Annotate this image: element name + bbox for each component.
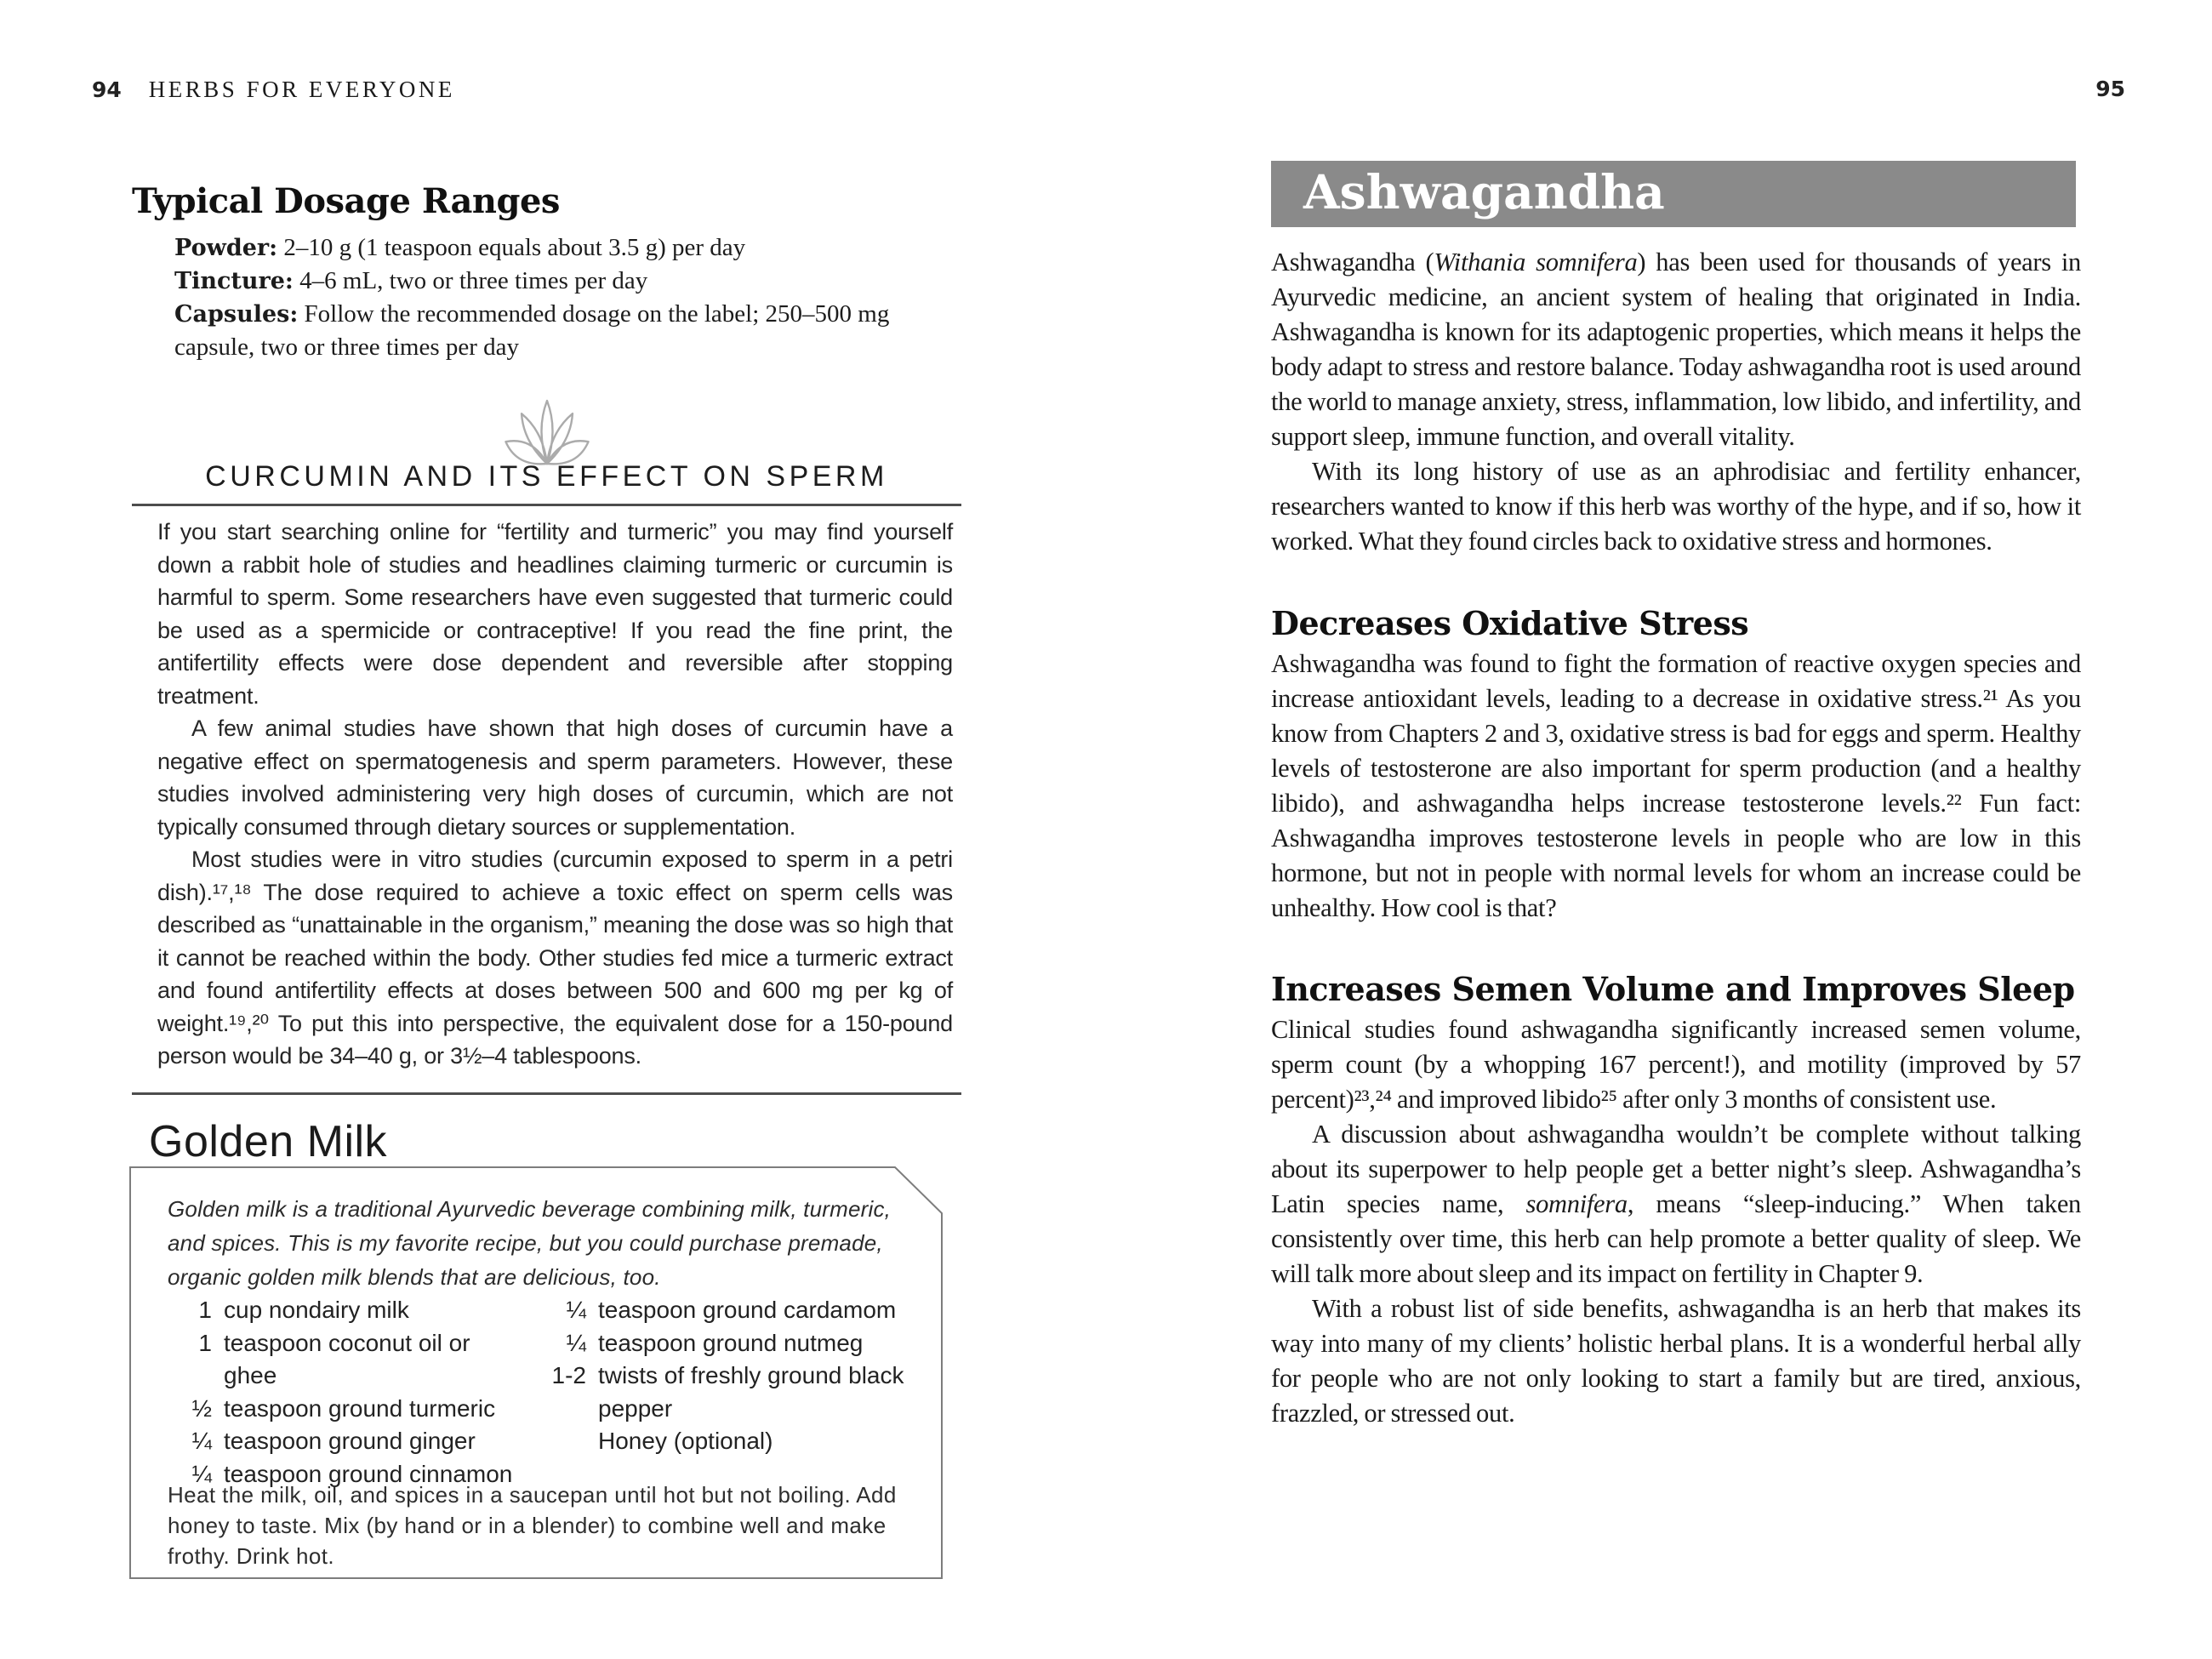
chapter-banner	[1271, 161, 2076, 227]
section-heading-semen-sleep: Increases Semen Volume and Improves Sleep	[1271, 970, 2075, 1008]
section-semen-sleep-body	[1271, 1012, 2081, 1431]
dosage-heading: Typical Dosage Ranges	[132, 181, 560, 221]
recipe-ingredients	[168, 1294, 916, 1491]
sidebar-heading: CURCUMIN AND ITS EFFECT ON SPERM	[205, 460, 888, 493]
recipe-instructions: Heat the milk, oil, and spices in a saucepan until hot but not boiling. Add honey to taste. Mix (by hand or in a blender) to combine well and make frothy. Drink hot.	[168, 1482, 897, 1569]
section-paragraph	[1271, 1117, 2081, 1291]
sidebar-bottom-rule	[132, 1092, 961, 1095]
paragraph-text: A discussion about ashwagandha wouldn’t be complete without talking about its superpower to help people get a better night’s sleep. Ashwagandha’s Latin species name,	[1271, 1120, 2081, 1218]
ingredient-qty: ¼	[191, 1428, 212, 1454]
ingredient-row	[542, 1425, 916, 1458]
ingredient-item: teaspoon ground cinnamon	[224, 1460, 513, 1487]
ingredient-row	[542, 1360, 916, 1425]
left-running-header	[92, 77, 455, 103]
recipe-intro: Golden milk is a traditional Ayurvedic beverage combining milk, turmeric, and spices. This is my favorite recipe, but you could purchase premade, organic golden milk blends that are delicious, too.	[168, 1196, 892, 1290]
sidebar-top-rule	[132, 504, 961, 506]
right-page-number: 95	[2095, 77, 2125, 101]
sidebar-paragraph: A few animal studies have shown that high doses of curcumin have a negative effect on spermatogenesis and sperm parameters. However, these studies involved administering very high doses of curcumin, which are not typically consumed through dietary sources or supplementation.	[157, 715, 953, 840]
dosage-text: 2–10 g (1 teaspoon equals about 3.5 g) per day	[283, 234, 746, 261]
ingredient-item: cup nondairy milk	[224, 1297, 409, 1323]
ingredient-qty	[542, 1425, 586, 1458]
section-paragraph: Ashwagandha was found to fight the formation of reactive oxygen species and increase antioxidant levels, leading to a decrease in oxidative stress.²¹ As you know from Chapters 2 and 3, oxidative stress is bad for eggs and sperm. Healthy levels of testosterone are also important for sperm production (and a healthy libido), and ashwagandha helps increase testosterone levels.²² Fun fact: Ashwagandha improves testosterone levels in people who are low in this hormone, but not in people with normal levels for whom an increase could be unhealthy. How cool is that?	[1271, 649, 2081, 922]
ingredient-row	[168, 1425, 525, 1458]
ingredient-qty: ¼	[191, 1460, 212, 1487]
ingredient-row	[168, 1393, 525, 1426]
paragraph-text: Ashwagandha (	[1271, 248, 1434, 276]
latin-name: somnifera	[1525, 1189, 1628, 1218]
lotus-icon	[492, 381, 602, 466]
ingredient-item: teaspoon ground turmeric	[224, 1394, 496, 1422]
section-oxidative-stress-body	[1271, 647, 2081, 926]
sidebar-paragraph: Most studies were in vitro studies (curcumin exposed to sperm in a petri dish).¹⁷,¹⁸ The dose required to achieve a toxic effect on sperm cells was described as “unattainable in the organism,” meaning the dose was so high that it cannot be reached within the body. Other studies fed mice a turmeric extract and found antifertility effects at doses between 500 and 600 mg per kg of weight.¹⁹,²⁰ To put this into perspective, the equivalent dose for a 150-pound person would be 34–40 g, or 3½–4 tablespoons.	[157, 847, 953, 1069]
ingredient-row	[542, 1327, 916, 1360]
paragraph-text: ) has been used for thousands of years in Ayurvedic medicine, an ancient system of healing that originated in India. Ashwagandha is known for its adaptogenic properties, which means it helps the body adapt to stress and restore balance. Today ashwagandha root is used around the world to manage anxiety, stress, inflammation, low libido, and infertility, and support sleep, immune function, and overall vitality.	[1271, 248, 2081, 451]
ingredient-item: teaspoon ground cardamom	[598, 1297, 897, 1323]
ingredient-qty: 1-2	[551, 1362, 586, 1388]
ingredient-row	[168, 1327, 525, 1393]
sidebar-body	[157, 516, 953, 1073]
dosage-item-capsules	[174, 298, 961, 364]
dosage-label: Tincture:	[174, 268, 294, 294]
section-heading-oxidative-stress: Decreases Oxidative Stress	[1271, 604, 1749, 642]
chapter-title: Ashwagandha	[1303, 163, 1665, 219]
section-paragraph: Clinical studies found ashwagandha significantly increased semen volume, sperm count (by a whopping 167 percent!), and motility (improved by 57 percent)²³,²⁴ and improved libido²⁵ after only 3 months of consistent use.	[1271, 1015, 2081, 1114]
dosage-label: Powder:	[174, 235, 278, 261]
ingredient-item: teaspoon ground nutmeg	[598, 1329, 864, 1356]
dosage-item-tincture	[174, 265, 961, 298]
dosage-label: Capsules:	[174, 301, 299, 328]
dosage-text: 4–6 mL, two or three times per day	[299, 267, 648, 294]
ingredients-column-left	[168, 1294, 525, 1491]
intro-paragraph: With its long history of use as an aphrodisiac and fertility enhancer, researchers wanted to know if this herb was worthy of the hype, and if so, how it worked. What they found circles back to oxidative stress and hormones.	[1271, 457, 2081, 556]
left-page-number: 94	[92, 77, 122, 102]
ingredient-qty: ¼	[566, 1329, 586, 1356]
ingredient-qty: ¼	[566, 1297, 586, 1323]
latin-name: Withania somnifera	[1434, 248, 1638, 276]
ingredients-column-right	[542, 1294, 916, 1491]
ingredient-qty: 1	[198, 1329, 212, 1356]
section-paragraph: With a robust list of side benefits, ashwagandha is an herb that makes its way into many of my clients’ holistic herbal plans. It is a wonderful herbal ally for people who are not only looking to start a family but are tired, anxious, frazzled, or stressed out.	[1271, 1294, 2081, 1428]
dosage-list	[174, 231, 961, 364]
ingredient-qty: 1	[198, 1297, 212, 1323]
sidebar-paragraph: If you start searching online for “fertility and turmeric” you may find yourself down a rabbit hole of studies and headlines claiming turmeric or curcumin is harmful to sperm. Some researchers have even suggested that turmeric could be used as a spermicide or contraceptive! If you read the fine print, the antifertility effects were dose dependent and reversible after stopping treatment.	[157, 519, 953, 709]
intro-paragraph	[1271, 245, 2081, 454]
ingredient-row	[168, 1294, 525, 1327]
ingredient-row	[542, 1294, 916, 1327]
dosage-item-powder	[174, 231, 961, 265]
recipe-box	[129, 1166, 943, 1579]
ingredient-item: Honey (optional)	[598, 1428, 773, 1454]
ingredient-qty: ½	[191, 1394, 212, 1422]
recipe-title: Golden Milk	[149, 1117, 388, 1166]
ingredient-item: teaspoon ground ginger	[224, 1428, 476, 1454]
paragraph-text: , means “sleep-inducing.” When taken consistently over time, this herb can help promote a better quality of sleep. We will talk more about sleep and its impact on fertility in Chapter 9.	[1271, 1189, 2082, 1288]
running-header-text: HERBS FOR EVERYONE	[148, 77, 455, 102]
dosage-text: Follow the recommended dosage on the label; 250–500 mg capsule, two or three times per day	[174, 300, 890, 361]
ingredient-item: teaspoon coconut oil or ghee	[224, 1329, 470, 1388]
chapter-intro	[1271, 245, 2081, 559]
ingredient-item: twists of freshly ground black pepper	[598, 1362, 904, 1422]
